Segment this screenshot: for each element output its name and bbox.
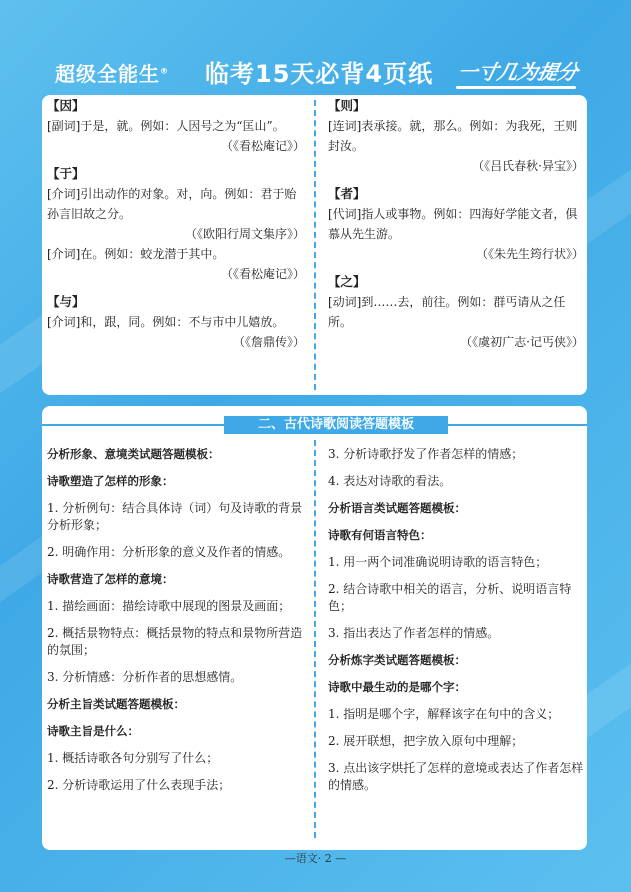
template-heading: 诗歌有何语言特色： — [328, 528, 432, 542]
template-heading: 诗歌中最生动的是哪个字： — [328, 680, 466, 694]
entry-gap — [328, 264, 584, 272]
entry-heading: 【之】 — [328, 274, 366, 289]
bottom-right-column — [328, 446, 584, 804]
template-heading: 分析语言类试题答题模板： — [328, 501, 466, 515]
entry-definition: [介词]在。例如：蛟龙潜于其中。 — [47, 247, 225, 261]
bottom-left-column — [47, 446, 305, 804]
section-title: 二、古代诗歌阅读答题模板 — [224, 416, 448, 434]
template-step: 2. 明确作用：分析形象的意义及作者的情感。 — [47, 545, 291, 559]
template-step: 1. 描绘画面：描绘诗歌中展现的图景及画面； — [47, 599, 291, 613]
entry-gap — [47, 284, 305, 292]
top-left-column — [47, 96, 305, 352]
entry-definition: [介词]和，跟，同。例如：不与市中儿嬉放。 — [47, 315, 285, 329]
entry-definition: [动词]到……去，前往。例如：群丐请从之任所。 — [328, 295, 566, 329]
page-header — [0, 48, 631, 96]
entry-heading: 【者】 — [328, 186, 366, 201]
template-heading: 诗歌主旨是什么： — [47, 724, 139, 738]
entry-heading: 【与】 — [47, 294, 85, 309]
entry-definition: [代词]指人或事物。例如：四海好学能文者，俱慕从先生游。 — [328, 207, 578, 241]
template-step: 3. 分析情感：分析作者的思想感情。 — [47, 670, 243, 684]
entry-definition: [副词]于是，就。例如：人因号之为“匡山”。 — [47, 119, 285, 133]
top-column-divider — [314, 100, 316, 390]
template-step: 4. 表达对诗歌的看法。 — [328, 474, 452, 488]
entry-gap — [47, 156, 305, 164]
template-step: 2. 概括景物特点：概括景物的特点和景物所营造的氛围； — [47, 626, 303, 657]
entry-source: （《吕氏春秋·异宝》） — [472, 159, 584, 173]
template-heading: 诗歌营造了怎样的意境： — [47, 572, 174, 586]
slogan-underline — [456, 86, 576, 89]
slogan: 一寸几为提分 — [455, 60, 581, 84]
template-heading: 分析主旨类试题答题模板： — [47, 697, 185, 711]
template-step: 2. 展开联想，把字放入原句中理解； — [328, 734, 524, 748]
entry-heading: 【于】 — [47, 166, 85, 181]
entry-definition: [连词]表承接。就，那么。例如：为我死，王则封汝。 — [328, 119, 578, 153]
entry-heading: 【则】 — [328, 98, 366, 113]
template-step: 2. 分析诗歌运用了什么表现手法； — [47, 778, 231, 792]
registered-mark: ® — [160, 66, 169, 76]
template-step: 3. 分析诗歌抒发了作者怎样的情感； — [328, 447, 524, 461]
entry-definition: [介词]引出动作的对象。对，向。例如：君于贻孙言旧故之分。 — [47, 187, 297, 221]
template-heading: 分析形象、意境类试题答题模板： — [47, 447, 220, 461]
entry-gap — [328, 176, 584, 184]
entry-source: （《虞初广志·记丐侠》） — [460, 335, 584, 349]
bottom-column-divider — [314, 440, 316, 838]
brand-name: 超级全能生 — [55, 62, 160, 86]
template-step: 1. 用一两个词准确说明诗歌的语言特色； — [328, 555, 548, 569]
template-step: 1. 指明是哪个字，解释该字在句中的含义； — [328, 707, 560, 721]
template-step: 3. 点出该字烘托了怎样的意境或表达了作者怎样的情感。 — [328, 761, 584, 792]
top-right-column — [328, 96, 584, 352]
section-heading — [42, 416, 587, 434]
entry-source: （《詹鼎传》） — [232, 335, 305, 349]
entry-source: （《朱先生筠行状》） — [475, 247, 584, 261]
page-title: 临考15天必背4页纸 — [205, 60, 434, 88]
entry-source: （《看松庵记》） — [220, 139, 305, 153]
entry-source: （《看松庵记》） — [220, 267, 305, 281]
entry-heading: 【因】 — [47, 98, 85, 113]
page-footer: —语文· 2 — — [284, 852, 347, 865]
entry-source: （《欧阳行周文集序》） — [184, 227, 305, 241]
template-heading: 诗歌塑造了怎样的形象： — [47, 474, 174, 488]
template-heading: 分析炼字类试题答题模板： — [328, 653, 466, 667]
brand-logo — [55, 58, 169, 87]
template-step: 2. 结合诗歌中相关的语言，分析、说明语言特色； — [328, 582, 572, 613]
template-step: 1. 概括诗歌各句分别写了什么； — [47, 751, 219, 765]
template-step: 1. 分析例句：结合具体诗（词）句及诗歌的背景分析形象； — [47, 501, 303, 532]
template-step: 3. 指出表达了作者怎样的情感。 — [328, 626, 500, 640]
